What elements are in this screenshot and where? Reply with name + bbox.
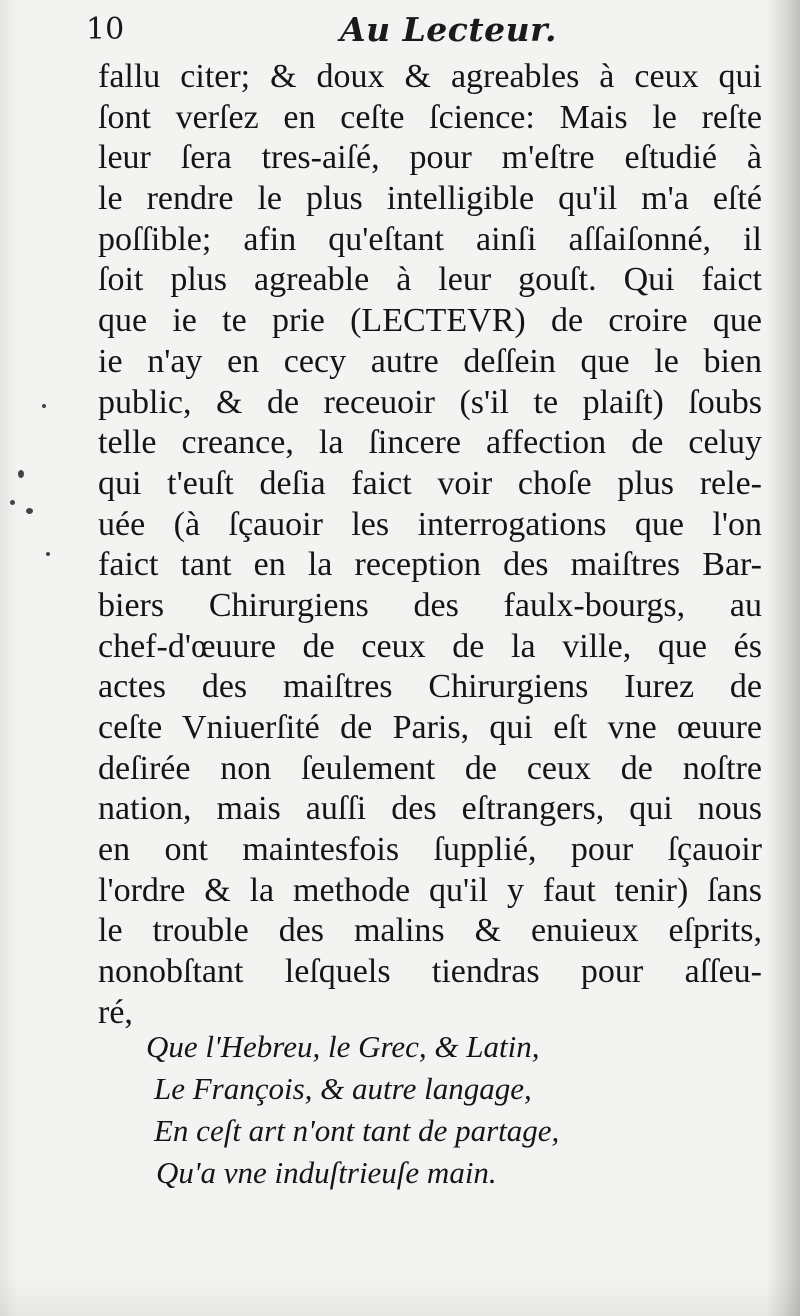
ink-speck xyxy=(42,404,46,408)
text-line: fallu citer; & doux & agreables à ceux qui xyxy=(98,58,762,95)
text-line: chef-d'œuure de ceux de la ville, que és xyxy=(98,627,762,665)
verse-quatrain xyxy=(146,1026,559,1194)
ink-speck xyxy=(46,552,50,556)
text-line: ſont verſez en ceſte ſcience: Mais le reſte xyxy=(98,98,762,136)
text-line: uée (à ſçauoir les interrogations que l'on xyxy=(98,505,762,543)
text-line: qui t'euſt deſia faict voir choſe plus rele- xyxy=(98,464,762,502)
verse-line: Qu'a vne induſtrieuſe main. xyxy=(156,1155,497,1190)
ink-speck xyxy=(10,500,15,505)
text-line: nation, mais auſſi des eſtrangers, qui nous xyxy=(98,790,762,828)
running-head: Au Lecteur. xyxy=(340,10,557,49)
verse-line: Que l'Hebreu, le Grec, & Latin, xyxy=(146,1029,540,1064)
text-line: le rendre le plus intelligible qu'il m'a eſté xyxy=(98,180,762,218)
text-line: nonobſtant leſquels tiendras pour aſſeu- xyxy=(98,953,762,991)
text-line: actes des maiſtres Chirurgiens Iurez de xyxy=(98,668,762,706)
ink-speck xyxy=(26,508,33,514)
text-line: l'ordre & la methode qu'il y faut tenir) ſans xyxy=(98,871,762,909)
text-line: poſſible; afin qu'eſtant ainſi aſſaiſonné, il xyxy=(98,220,762,258)
text-line: ré, xyxy=(98,993,133,1031)
verse-line: Le François, & autre langage, xyxy=(154,1071,532,1106)
text-line: le trouble des malins & enuieux eſprits, xyxy=(98,912,762,950)
bottom-shadow xyxy=(0,1276,800,1316)
verse-line: En ceſt art n'ont tant de partage, xyxy=(154,1113,560,1148)
text-line: telle creance, la ſincere affection de celuy xyxy=(98,424,762,462)
text-line: leur ſera tres-aiſé, pour m'eſtre eſtudié à xyxy=(98,139,762,177)
gutter-shadow xyxy=(0,0,18,1316)
page-edge-shadow xyxy=(766,0,800,1316)
text-line: ie n'ay en cecy autre deſſein que le bien xyxy=(98,342,762,380)
text-line: faict tant en la reception des maiſtres Bar- xyxy=(98,546,762,584)
text-line: public, & de receuoir (s'il te plaiſt) ſoubs xyxy=(98,383,762,421)
text-line: deſirée non ſeulement de ceux de noſtre xyxy=(98,749,762,787)
text-line: ſoit plus agreable à leur gouſt. Qui faict xyxy=(98,261,762,299)
text-line: en ont maintesfois ſupplié, pour ſçauoir xyxy=(98,831,762,869)
text-line: ceſte Vniuerſité de Paris, qui eſt vne œuure xyxy=(98,709,762,746)
text-line: que ie te prie (LECTEVR) de croire que xyxy=(98,302,762,340)
text-line: biers Chirurgiens des faulx-bourgs, au xyxy=(98,586,762,624)
ink-speck xyxy=(18,470,24,478)
page-number: 10 xyxy=(86,12,125,47)
body-paragraph xyxy=(98,57,762,1034)
